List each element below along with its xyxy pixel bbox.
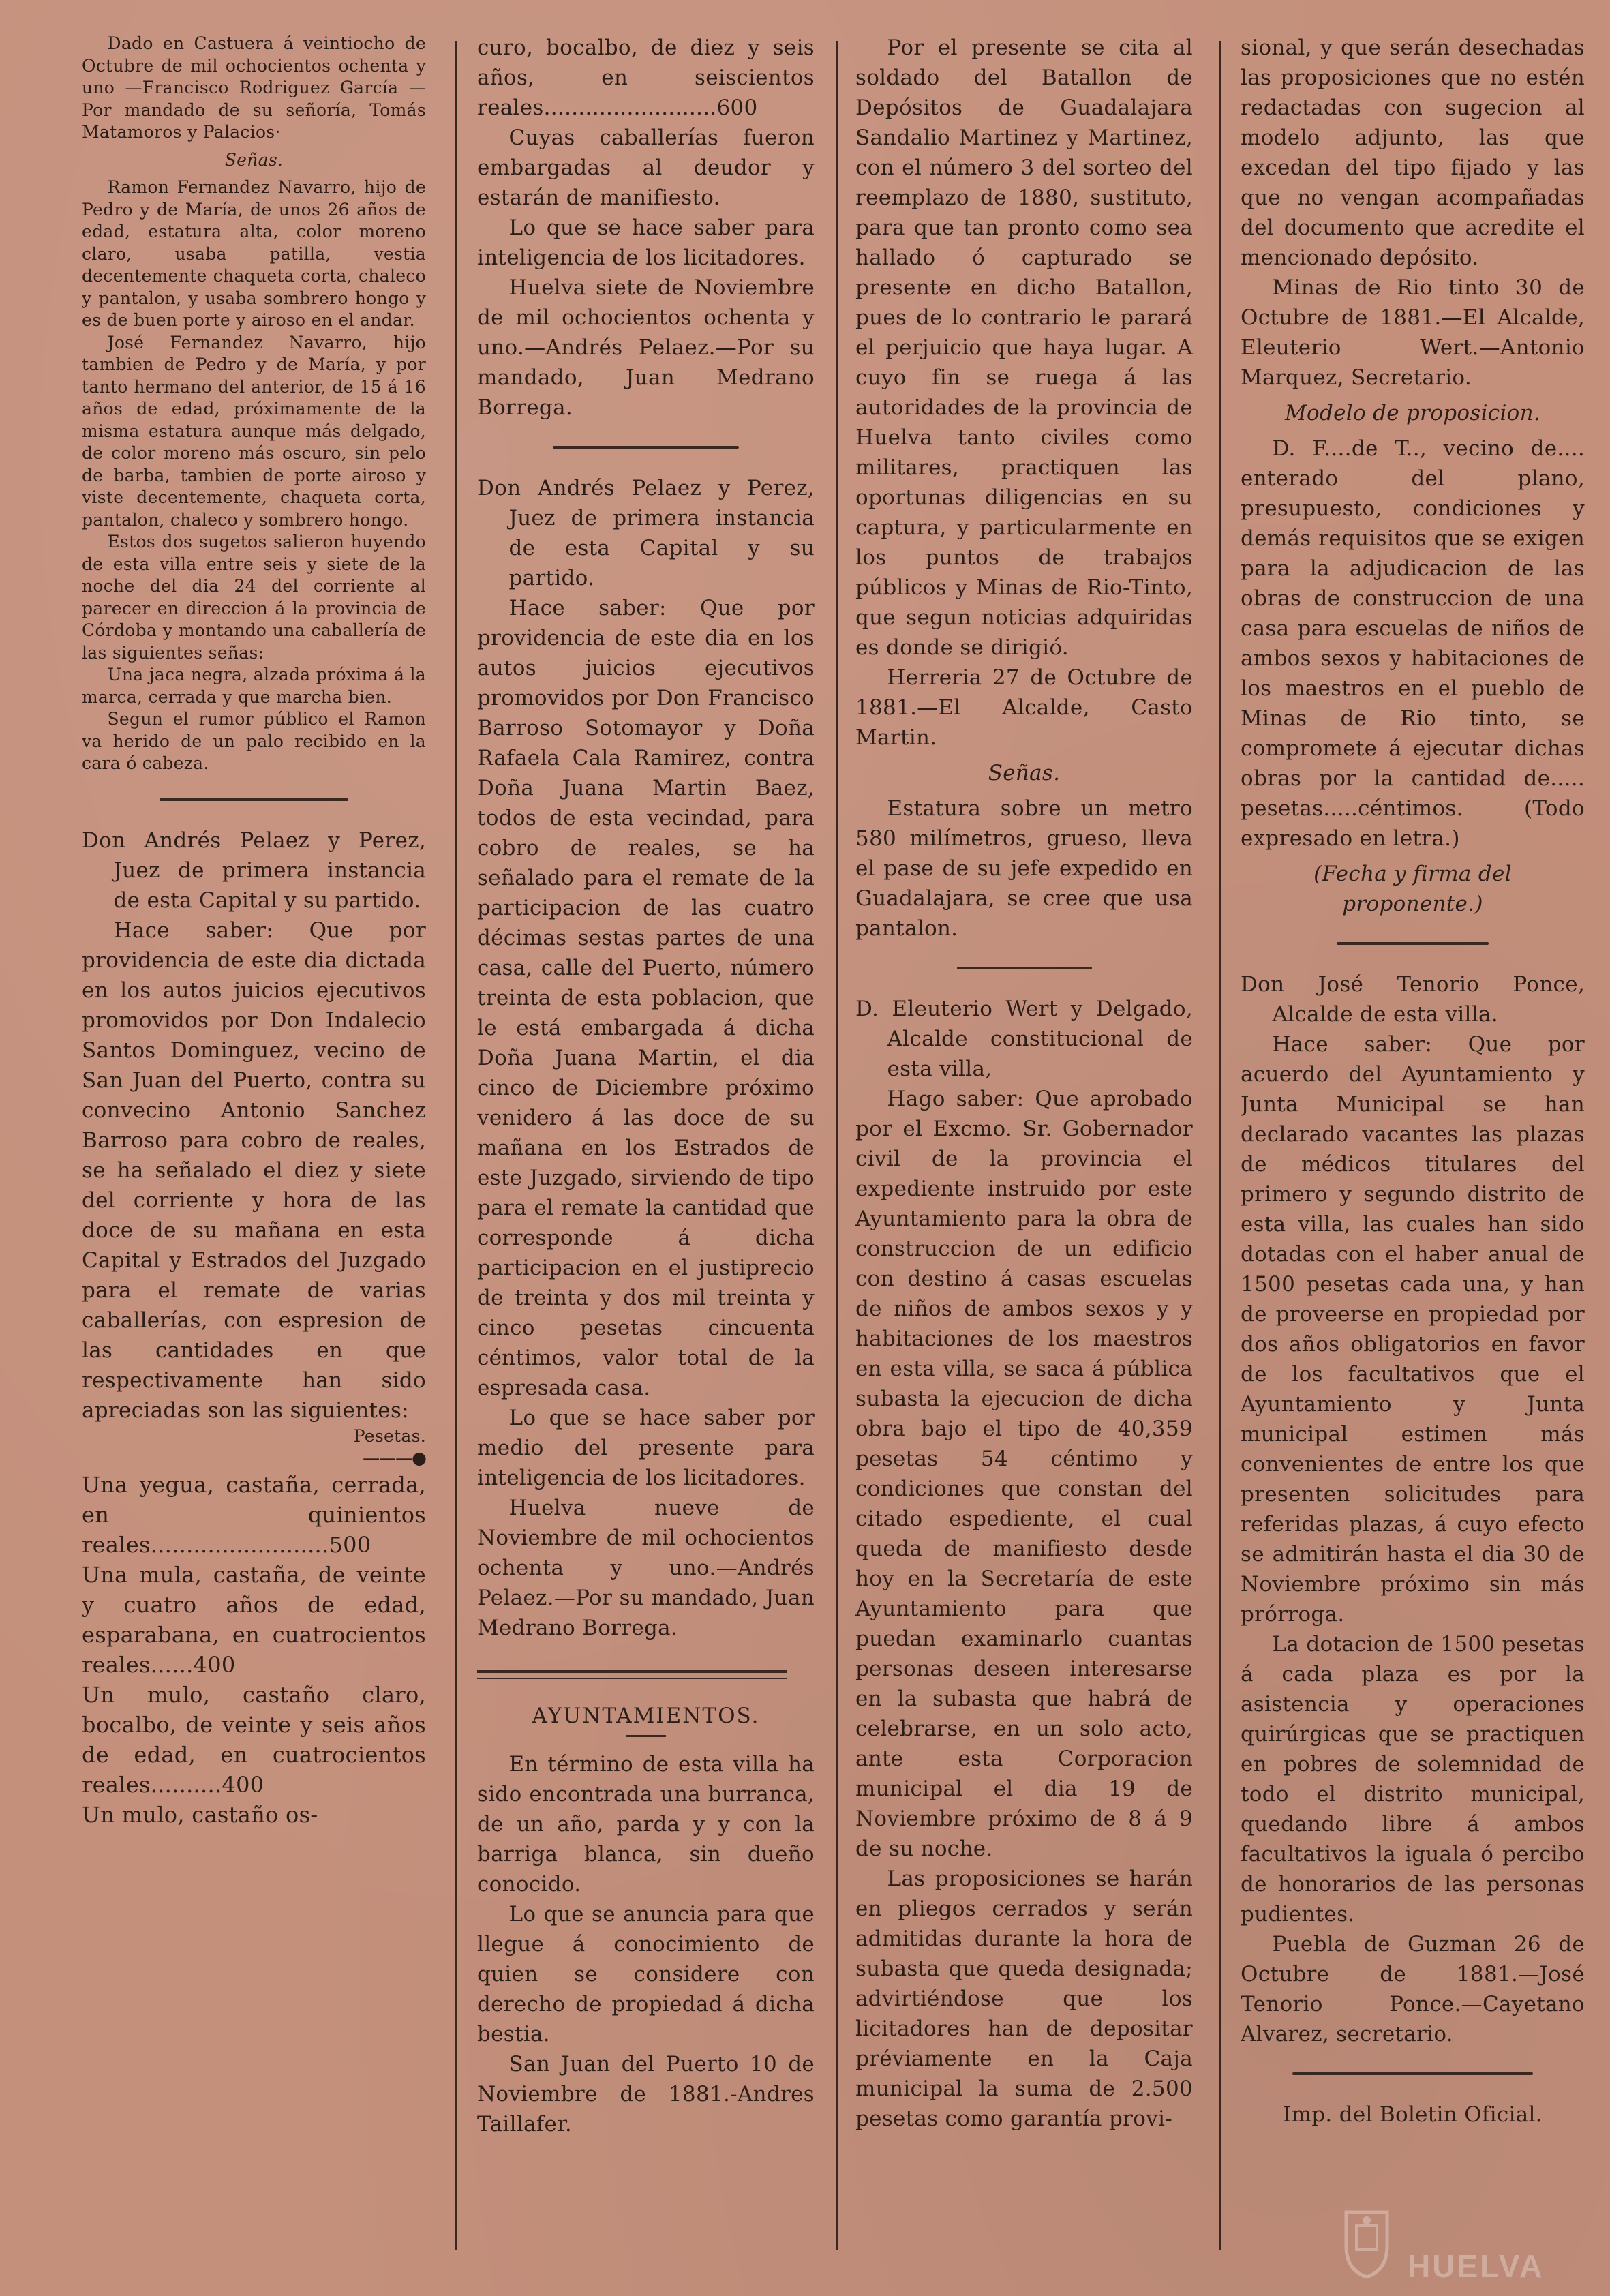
- announcement-header: Don José Tenorio Ponce, Alcalde de esta villa.: [1241, 972, 1585, 1027]
- paragraph: Hace saber: Que por acuerdo del Ayuntamiento y Junta Municipal se han declarado vacantes las plazas de médicos titulares del primero y segundo distrito de esta villa, las cuales han sido dotadas con el haber anual de 1500 pesetas cada una, y han de proveerse en propiedad por dos años obligatorios en favor de los facultativos que el Ayuntamiento y Junta municipal estimen más convenientes de entre los que presenten solicitudes para referidas plazas, á cuyo efecto se admitirán hasta el dia 30 de Noviembre próximo sin más prórroga.: [1241, 1032, 1585, 1627]
- section-heading: Señas.: [224, 149, 284, 170]
- paragraph: José Fernandez Navarro, hijo tambien de Pedro y de María, y por tanto hermano del anterior, de 15 á 16 años de edad, próximamente de la misma estatura aunque más delgado, de color moreno más oscuro, sin pelo de barba, tambien de porte airoso y viste decentemente, chaqueta corta, pantalon, chaleco y sombrero hongo.: [82, 332, 426, 530]
- paragraph: Lo que se hace saber por medio del presente para inteligencia de los licitadores.: [477, 1406, 815, 1490]
- column-3: [855, 33, 1193, 2241]
- paragraph: Ramon Fernandez Navarro, hijo de Pedro y de María, de unos 26 años de edad, estatura alta, color moreno claro, usaba patilla, vestia decentemente chaqueta corta, chaleco y pantalon, y usaba sombrero hongo y es de buen porte y airoso en el andar.: [82, 177, 426, 330]
- paragraph: Herreria 27 de Octubre de 1881.—El Alcalde, Casto Martin.: [855, 665, 1193, 750]
- list-item: Una yegua, castaña, cerrada, en quinientos reales.........................500: [82, 1471, 426, 1558]
- paragraph: Huelva siete de Noviembre de mil ochocientos ochenta y uno.—Andrés Pelaez.—Por su mandado, Juan Medrano Borrega.: [477, 275, 815, 420]
- divider: [957, 967, 1092, 969]
- printer-imprint: Imp. del Boletin Oficial.: [1283, 2102, 1543, 2127]
- paragraph: Puebla de Guzman 26 de Octubre de 1881.—José Tenorio Ponce.—Cayetano Alvarez, secretario.: [1241, 1932, 1585, 2046]
- paragraph: Lo que se anuncia para que llegue á conocimiento de quien se considere con derecho de propiedad á dicha bestia.: [477, 1902, 815, 2046]
- signature-note: (Fecha y firma del proponente.): [1313, 862, 1512, 916]
- column-separator: [455, 41, 457, 2250]
- section-heading: Señas.: [988, 761, 1061, 785]
- divider: [1337, 942, 1488, 945]
- paragraph: Segun el rumor público el Ramon va herido de un palo recibido en la cara ó cabeza.: [82, 709, 426, 773]
- paragraph: Hago saber: Que aprobado por el Excmo. Sr. Gobernador civil de la provincia el expediente instruido por este Ayuntamiento para la obra de construccion de un edificio con destino á casas escuelas de niños de ambos sexos y y habitaciones de los maestros en esta villa, se saca á pública subasta la ejecucion de dicha obra bajo el tipo de 40,359 pesetas 54 céntimo y condiciones que constan del citado espediente, el cual queda de manifiesto desde hoy en la Secretaría de este Ayuntamiento para que puedan examinarlo cuantas personas deseen interesarse en la subasta que habrá de celebrarse, en un solo acto, ante esta Corporacion municipal el dia 19 de Noviembre próximo de 8 á 9 de su noche.: [855, 1087, 1193, 1861]
- paragraph: Estatura sobre un metro 580 milímetros, grueso, lleva el pase de su jefe expedido en Guadalajara, se cree que usa pantalon.: [855, 796, 1193, 941]
- column-2: [477, 33, 815, 2241]
- paragraph: Huelva nueve de Noviembre de mil ochocientos ochenta y uno.—Andrés Pelaez.—Por su mandado, Juan Medrano Borrega.: [477, 1496, 815, 1640]
- paragraph: Cuyas caballerías fueron embargadas al deudor y estarán de manifiesto.: [477, 125, 815, 210]
- coat-of-arms-icon: [1333, 2205, 1401, 2280]
- column-separator: [836, 41, 838, 2250]
- announcement-header: D. Eleuterio Wert y Delgado, Alcalde constitucional de esta villa,: [855, 997, 1193, 1081]
- list-item: Un mulo, castaño claro, bocalbo, de veinte y seis años de edad, en cuatrocientos reales..........400: [82, 1681, 426, 1798]
- pesetas-heading: Pesetas.: [353, 1425, 426, 1446]
- paragraph: Por el presente se cita al soldado del Batallon de Depósitos de Guadalajara Sandalio Martinez y Martinez, con el número 3 del sorteo del reemplazo de 1880, sustituto, para que tan pronto como sea hallado ó capturado se presente en dicho Batallon, pues de lo contrario le parará el perjuicio que haya lugar. A cuyo fin se ruega á las autoridades de la provincia de Huelva tanto civiles como militares, practiquen las oportunas diligencias en su captura, y particularmente en los puntos de trabajos públicos y Minas de Rio-Tinto, que segun noticias adquiridas es donde se dirigió.: [855, 35, 1193, 660]
- paragraph: Las proposiciones se harán en pliegos cerrados y serán admitidas durante la hora de subasta que queda designada; advirtiéndose que los licitadores han de depositar préviamente en la Caja municipal la suma de 2.500 pesetas como garantía provi-: [855, 1867, 1193, 2131]
- paragraph: sional, y que serán desechadas las proposiciones que no estén redactadas con sugecion al modelo adjunto, las que excedan del tipo fijado y las que no vengan acompañadas del documento que acredite el mencionado depósito.: [1241, 35, 1585, 270]
- divider: [626, 1735, 666, 1737]
- paragraph: La dotacion de 1500 pesetas á cada plaza es por la asistencia y operaciones quirúrgicas que se practiquen en pobres de solemnidad de todo el distrito municipal, quedando libre á ambos facultativos la iguala ó percibo de honorarios de las personas pudientes.: [1241, 1632, 1585, 1927]
- divider: [160, 798, 349, 801]
- paragraph: En término de esta villa ha sido encontrada una burranca, de un año, parda y y con la barriga blanca, sin dueño conocido.: [477, 1752, 815, 1897]
- list-item: curo, bocalbo, de diez y seis años, en seiscientos reales.........................600: [477, 35, 815, 120]
- paragraph: Estos dos sugetos salieron huyendo de esta villa entre seis y siete de la noche del dia 24 del corriente al parecer en direccion á la provincia de Córdoba y montando una caballería de las siguientes señas:: [82, 532, 426, 663]
- list-item: Una mula, castaña, de veinte y cuatro años de edad, esparabana, en cuatrocientos reales......400: [82, 1561, 426, 1678]
- proposal-model: D. F....de T.., vecino de.... enterado del plano, presupuesto, condiciones y demás requisitos que se exigen para la adjudicacion de las obras de construccion de una casa para escuelas de niños de ambos sexos y habitaciones de los maestros en el pueblo de Minas de Rio tinto, se compromete á ejecutar dichas obras por la cantidad de..... pesetas.....céntimos. (Todo expresado en letra.): [1241, 436, 1585, 851]
- paragraph: Hace saber: Que por providencia de este dia dictada en los autos juicios ejecutivos promovidos por Don Indalecio Santos Dominguez, vecino de San Juan del Puerto, contra su convecino Antonio Sanchez Barroso para cobro de reales, se ha señalado el diez y siete del corriente y hora de las doce de su mañana en esta Capital y Estrados del Juzgado para el remate de varias caballerías, con espresion de las cantidades en que respectivamente han sido apreciadas son las siguientes:: [82, 918, 426, 1423]
- paragraph: San Juan del Puerto 10 de Noviembre de 1881.-Andres Taillafer.: [477, 2052, 815, 2136]
- dash-divider: ———●: [363, 1448, 426, 1468]
- divider: [1292, 2072, 1534, 2075]
- announcement-header: Don Andrés Pelaez y Perez, Juez de primera instancia de esta Capital y su partido.: [477, 476, 815, 590]
- closing-paragraph: Dado en Castuera á veintiocho de Octubre de mil ochocientos ochenta y uno —Francisco Rodriguez García —Por mandado de su señoría, Tomás Matamoros y Palacios·: [82, 33, 426, 142]
- column-separator: [1219, 41, 1221, 2250]
- archive-watermark: [1333, 2205, 1592, 2284]
- paragraph: Hace saber: Que por providencia de este dia en los autos juicios ejecutivos promovidos por Don Francisco Barroso Sotomayor y Doña Rafaela Cala Ramirez, contra Doña Juana Martin Baez, todos de esta vecindad, para cobro de reales, se ha señalado para el remate de la participacion de las cuatro décimas sestas partes de una casa, calle del Puerto, número treinta de esta poblacion, que le está embargada á dicha Doña Juana Martin, el dia cinco de Diciembre próximo venidero á las doce de su mañana en los Estrados de este Juzgado, sirviendo de tipo para el remate la cantidad que corresponde á dicha participacion en el justiprecio de treinta y dos mil treinta y cinco pesetas cincuenta céntimos, valor total de la espresada casa.: [477, 596, 815, 1400]
- paragraph: Una jaca negra, alzada próxima á la marca, cerrada y que marcha bien.: [82, 665, 426, 707]
- watermark-text: HUELVA: [1408, 2248, 1545, 2284]
- section-title: AYUNTAMIENTOS.: [532, 1704, 760, 1728]
- column-4: [1241, 33, 1585, 2241]
- section-heading: Modelo de proposicion.: [1284, 401, 1541, 425]
- divider: [553, 446, 738, 449]
- list-item: Un mulo, castaño os-: [82, 1801, 318, 1828]
- column-1: [82, 33, 426, 2241]
- paragraph: Lo que se hace saber para inteligencia de los licitadores.: [477, 215, 815, 270]
- paragraph: Minas de Rio tinto 30 de Octubre de 1881.—El Alcalde, Eleuterio Wert.—Antonio Marquez, Secretario.: [1241, 275, 1585, 390]
- announcement-header: Don Andrés Pelaez y Perez, Juez de primera instancia de esta Capital y su partido.: [82, 828, 426, 913]
- double-rule: [477, 1670, 787, 1679]
